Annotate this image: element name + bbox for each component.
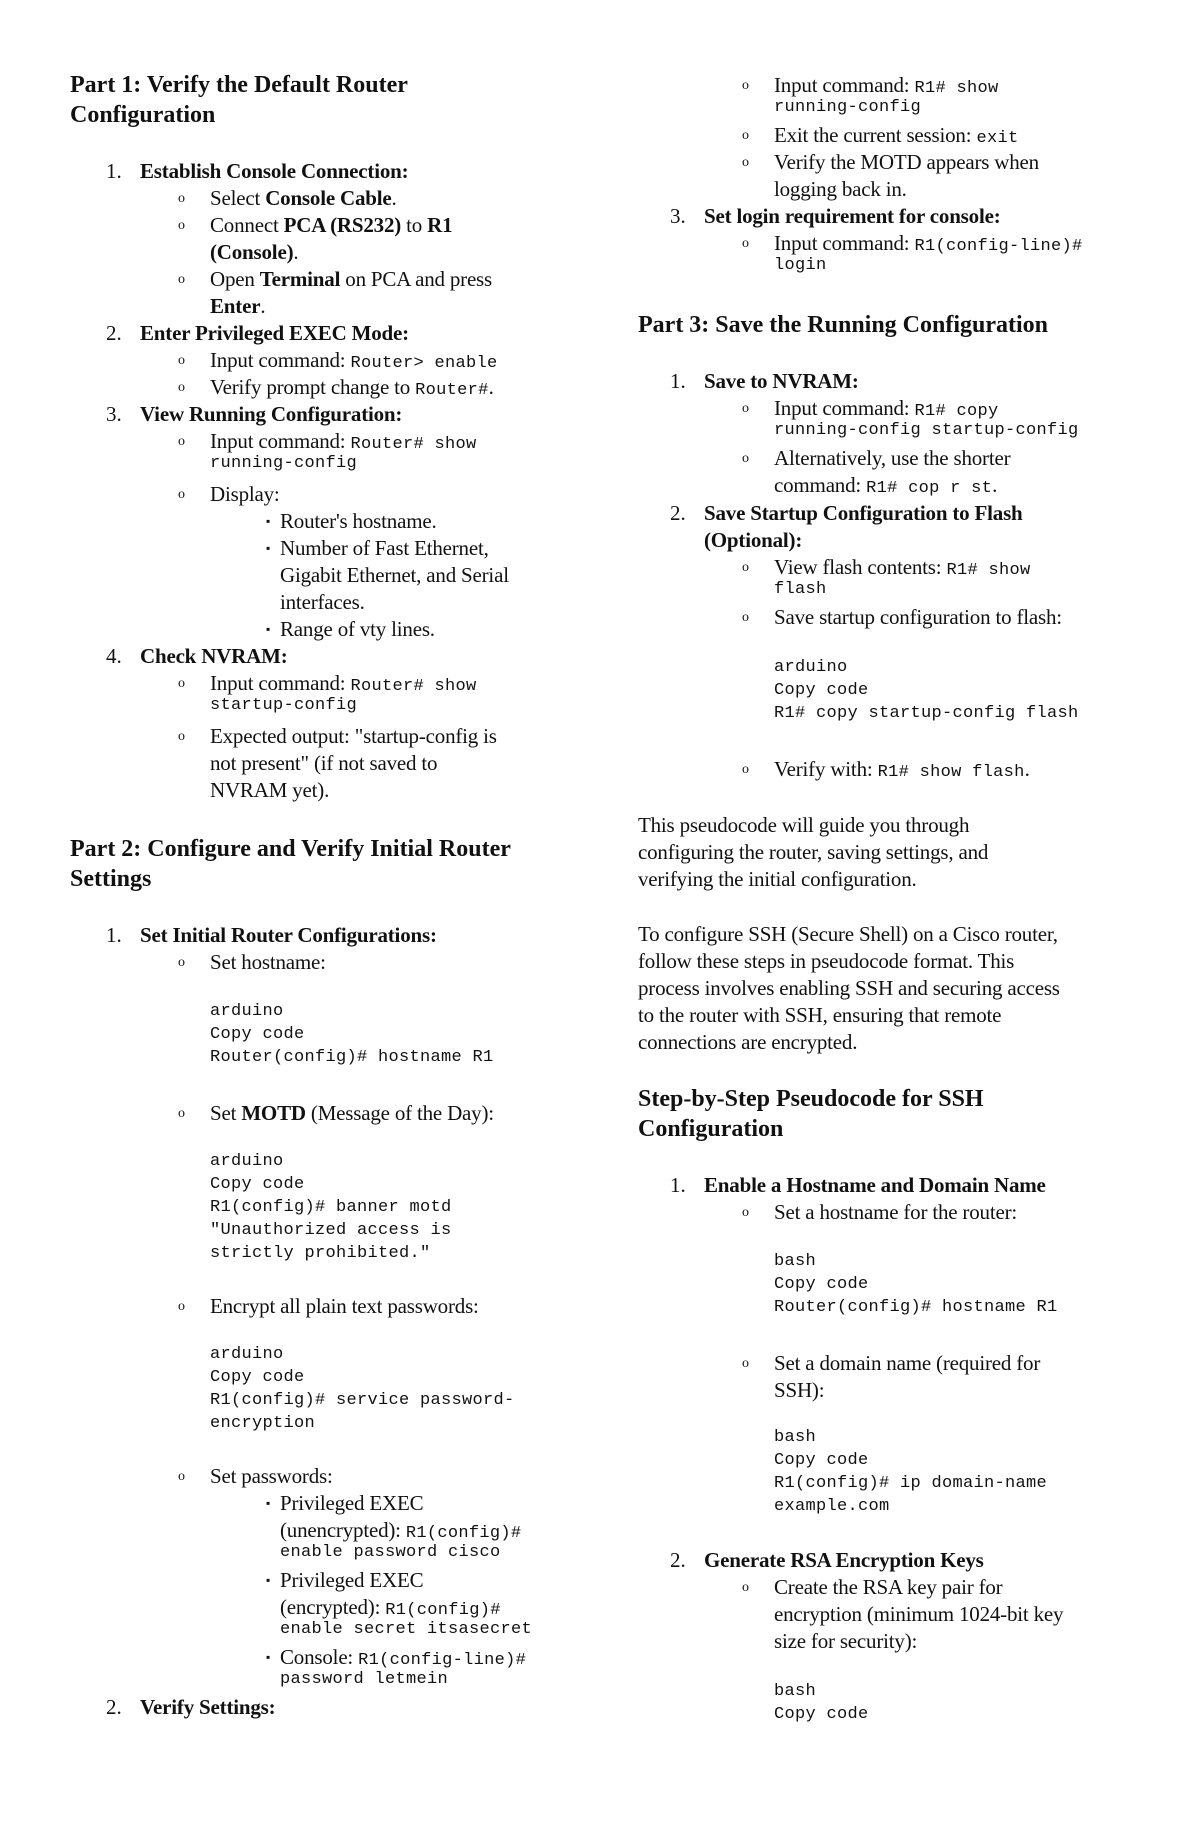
part3-heading: Part 3: Save the Running Configuration bbox=[638, 312, 1049, 338]
paragraph-line: process involves enabling SSH and securing access bbox=[638, 976, 1060, 1000]
part1-heading: Part 1: Verify the Default Router Configuration bbox=[70, 72, 408, 128]
list-item: Encrypt all plain text passwords: bbox=[210, 1294, 479, 1318]
list-item: Input command: Router# show bbox=[210, 671, 477, 696]
list-item-cont: interfaces. bbox=[280, 590, 365, 614]
bullet: o bbox=[742, 451, 749, 466]
list-number: 1. bbox=[670, 369, 686, 393]
list-item-cont: Gigabit Ethernet, and Serial bbox=[280, 563, 509, 587]
paragraph-line: verifying the initial configuration. bbox=[638, 867, 917, 891]
list-item-cont: size for security): bbox=[774, 1629, 918, 1653]
bullet: o bbox=[178, 380, 185, 395]
inline-code: running-config startup-config bbox=[774, 421, 1079, 440]
code-block: arduino Copy code R1(config)# banner motd "Unauthorized access is strictly prohibited." bbox=[210, 1152, 452, 1263]
list-number: 2. bbox=[670, 501, 686, 525]
list-number: 3. bbox=[106, 402, 122, 426]
inline-code: startup-config bbox=[210, 696, 358, 715]
list-item: Input command: Router> enable bbox=[210, 348, 498, 373]
list-item: Input command: R1(config-line)# bbox=[774, 231, 1083, 256]
square-bullet: ▪ bbox=[266, 541, 271, 555]
bullet: o bbox=[742, 1580, 749, 1595]
bullet: o bbox=[742, 128, 749, 143]
inline-code: flash bbox=[774, 580, 827, 599]
step-heading: Save Startup Configuration to Flash bbox=[704, 501, 1023, 525]
list-item: Set a hostname for the router: bbox=[774, 1200, 1018, 1224]
list-item: Expected output: "startup-config is bbox=[210, 724, 497, 748]
list-item: Exit the current session: exit bbox=[774, 123, 1019, 148]
code-block: arduino Copy code R1# copy startup-config flash bbox=[774, 658, 1079, 723]
list-item-cont: encryption (minimum 1024-bit key bbox=[774, 1602, 1064, 1626]
inline-code: running-config bbox=[210, 454, 358, 473]
bullet: o bbox=[178, 1106, 185, 1121]
list-item: Save startup configuration to flash: bbox=[774, 605, 1062, 629]
bullet: o bbox=[742, 1205, 749, 1220]
list-item-cont: (encrypted): R1(config)# bbox=[280, 1595, 501, 1620]
bullet: o bbox=[178, 729, 185, 744]
step-heading: Set Initial Router Configurations: bbox=[140, 923, 437, 947]
bullet: o bbox=[178, 1299, 185, 1314]
step-heading: Check NVRAM: bbox=[140, 644, 288, 668]
list-item: Console: R1(config-line)# bbox=[280, 1645, 527, 1670]
paragraph-line: This pseudocode will guide you through bbox=[638, 813, 970, 837]
list-item-cont: (unencrypted): R1(config)# bbox=[280, 1518, 522, 1543]
list-item-cont: not present" (if not saved to bbox=[210, 751, 438, 775]
step-heading: Establish Console Connection: bbox=[140, 159, 409, 183]
bullet: o bbox=[742, 155, 749, 170]
paragraph-line: To configure SSH (Secure Shell) on a Cisco router, bbox=[638, 922, 1058, 946]
inline-code: enable password cisco bbox=[280, 1543, 501, 1562]
step-heading: View Running Configuration: bbox=[140, 402, 403, 426]
inline-code: running-config bbox=[774, 98, 922, 117]
inline-code: password letmein bbox=[280, 1670, 449, 1689]
list-number: 3. bbox=[670, 204, 686, 228]
list-item-cont: command: R1# cop r st. bbox=[774, 473, 998, 498]
list-item: View flash contents: R1# show bbox=[774, 555, 1031, 580]
ssh-heading: Step-by-Step Pseudocode for SSH Configuration bbox=[638, 1086, 984, 1142]
list-number: 2. bbox=[670, 1548, 686, 1572]
list-item: Set passwords: bbox=[210, 1464, 333, 1488]
list-item: Connect PCA (RS232) to R1 bbox=[210, 213, 453, 237]
inline-code: login bbox=[774, 256, 827, 275]
list-number: 2. bbox=[106, 1695, 122, 1719]
code-block: bash Copy code R1(config)# ip domain-name example.com bbox=[774, 1428, 1048, 1516]
list-item: Select Console Cable. bbox=[210, 186, 397, 210]
code-block: arduino Copy code Router(config)# hostname R1 bbox=[210, 1002, 494, 1067]
bullet: o bbox=[178, 218, 185, 233]
list-item: Display: bbox=[210, 482, 280, 506]
list-number: 1. bbox=[106, 923, 122, 947]
bullet: o bbox=[742, 236, 749, 251]
list-item: Alternatively, use the shorter bbox=[774, 446, 1011, 470]
inline-code: enable secret itsasecret bbox=[280, 1620, 533, 1639]
square-bullet: ▪ bbox=[266, 1573, 271, 1587]
list-number: 4. bbox=[106, 644, 122, 668]
bullet: o bbox=[742, 762, 749, 777]
list-item: Input command: R1# copy bbox=[774, 396, 999, 421]
step-heading: Enable a Hostname and Domain Name bbox=[704, 1173, 1046, 1197]
paragraph-line: connections are encrypted. bbox=[638, 1030, 858, 1054]
step-heading: Set login requirement for console: bbox=[704, 204, 1001, 228]
list-item: Verify prompt change to Router#. bbox=[210, 375, 494, 400]
square-bullet: ▪ bbox=[266, 514, 271, 528]
bullet: o bbox=[178, 272, 185, 287]
list-item-cont: SSH): bbox=[774, 1378, 825, 1402]
paragraph-line: follow these steps in pseudocode format. This bbox=[638, 949, 1015, 973]
list-item-cont: Enter. bbox=[210, 294, 266, 318]
bullet: o bbox=[742, 401, 749, 416]
list-number: 2. bbox=[106, 321, 122, 345]
code-block: arduino Copy code R1(config)# service password- encryption bbox=[210, 1345, 515, 1433]
step-heading: Enter Privileged EXEC Mode: bbox=[140, 321, 409, 345]
list-item: Privileged EXEC bbox=[280, 1491, 424, 1515]
paragraph-line: configuring the router, saving settings, and bbox=[638, 840, 989, 864]
list-item: Set hostname: bbox=[210, 950, 326, 974]
list-item: Range of vty lines. bbox=[280, 617, 435, 641]
bullet: o bbox=[178, 955, 185, 970]
list-item: Router's hostname. bbox=[280, 509, 437, 533]
list-item: Set a domain name (required for bbox=[774, 1351, 1041, 1375]
bullet: o bbox=[742, 1356, 749, 1371]
list-item: Privileged EXEC bbox=[280, 1568, 424, 1592]
step-heading: Verify Settings: bbox=[140, 1695, 276, 1719]
part2-heading: Part 2: Configure and Verify Initial Router Settings bbox=[70, 836, 511, 892]
code-block: bash Copy code bbox=[774, 1682, 869, 1724]
step-heading-cont: (Optional): bbox=[704, 528, 803, 552]
bullet: o bbox=[178, 353, 185, 368]
list-item: Number of Fast Ethernet, bbox=[280, 536, 489, 560]
bullet: o bbox=[178, 676, 185, 691]
list-item-cont: NVRAM yet). bbox=[210, 778, 330, 802]
list-item: Set MOTD (Message of the Day): bbox=[210, 1101, 494, 1125]
square-bullet: ▪ bbox=[266, 622, 271, 636]
step-heading: Save to NVRAM: bbox=[704, 369, 859, 393]
list-item: Verify the MOTD appears when bbox=[774, 150, 1039, 174]
list-item: Verify with: R1# show flash. bbox=[774, 757, 1030, 782]
square-bullet: ▪ bbox=[266, 1650, 271, 1664]
list-item-cont: logging back in. bbox=[774, 177, 907, 201]
step-heading: Generate RSA Encryption Keys bbox=[704, 1548, 984, 1572]
square-bullet: ▪ bbox=[266, 1496, 271, 1510]
bullet: o bbox=[742, 560, 749, 575]
bullet: o bbox=[178, 487, 185, 502]
list-item: Input command: Router# show bbox=[210, 429, 477, 454]
list-item: Open Terminal on PCA and press bbox=[210, 267, 493, 291]
list-number: 1. bbox=[106, 159, 122, 183]
bullet: o bbox=[178, 1469, 185, 1484]
code-block: bash Copy code Router(config)# hostname R1 bbox=[774, 1252, 1058, 1317]
list-number: 1. bbox=[670, 1173, 686, 1197]
list-item-cont: (Console). bbox=[210, 240, 299, 264]
list-item: Input command: R1# show bbox=[774, 73, 999, 98]
bullet: o bbox=[742, 610, 749, 625]
bullet: o bbox=[742, 78, 749, 93]
bullet: o bbox=[178, 191, 185, 206]
bullet: o bbox=[178, 434, 185, 449]
list-item: Create the RSA key pair for bbox=[774, 1575, 1003, 1599]
paragraph-line: to the router with SSH, ensuring that remote bbox=[638, 1003, 1002, 1027]
